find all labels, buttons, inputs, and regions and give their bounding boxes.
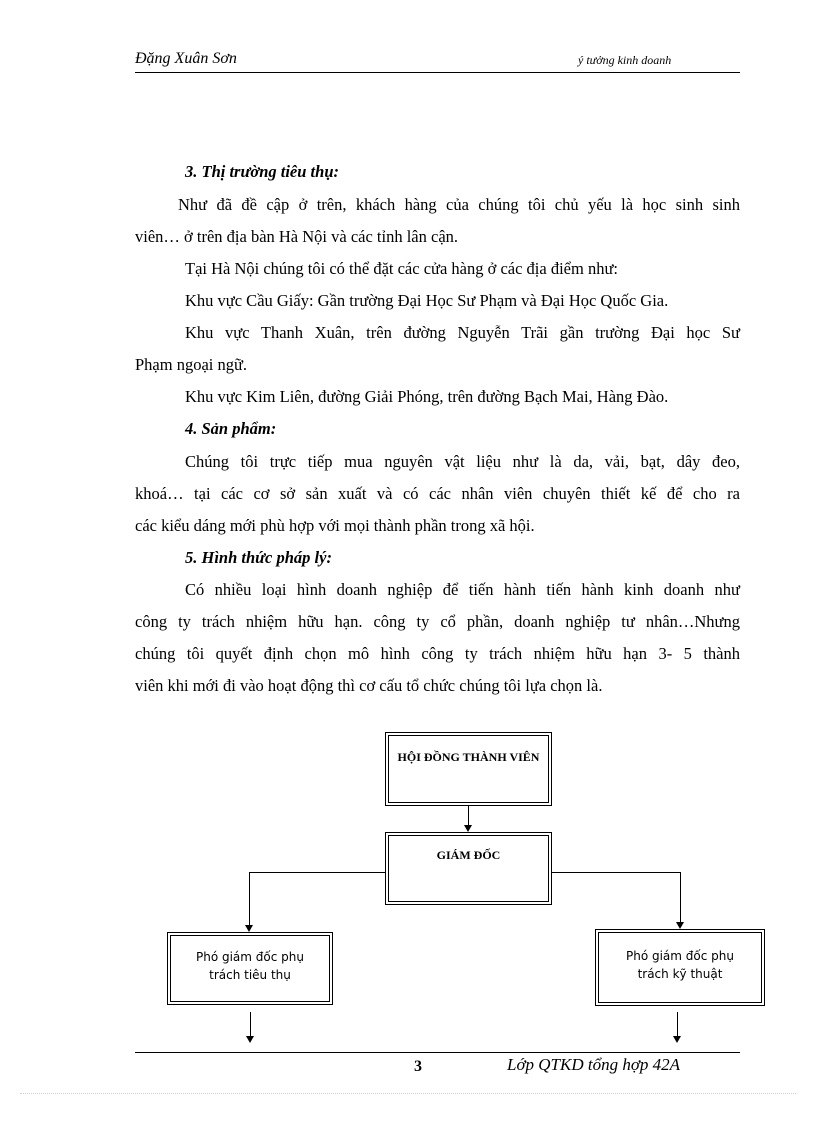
paragraph-line: khoá… tại các cơ sở sản xuất và có các nhân viên chuyên thiết kế để cho ra xyxy=(135,484,740,503)
paragraph-line: Khu vực Thanh Xuân, trên đường Nguyễn Trãi gần trường Đại học Sư xyxy=(185,323,740,342)
connector-line xyxy=(249,872,385,873)
org-box-board xyxy=(385,732,552,806)
paragraph-line: chúng tôi quyết định chọn mô hình công ty trách nhiệm hữu hạn 3- 5 thành xyxy=(135,644,740,663)
org-label-deputy-sales: Phó giám đốc phụ trách tiêu thụ xyxy=(195,950,304,982)
footer-divider xyxy=(135,1052,740,1053)
paragraph-line: Khu vực Kim Liên, đường Giải Phóng, trên đường Bạch Mai, Hàng Đào. xyxy=(185,387,669,406)
connector-line xyxy=(680,872,681,922)
connector-line xyxy=(552,872,680,873)
org-label-director: GIÁM ĐỐC xyxy=(436,848,501,862)
paragraph-line: các kiểu dáng mới phù hợp với mọi thành phần trong xã hội. xyxy=(135,516,535,535)
paragraph-line: Chúng tôi trực tiếp mua nguyên vật liệu như là da, vải, bạt, dây đeo, xyxy=(185,452,740,471)
org-box-director xyxy=(385,832,552,905)
connector-line xyxy=(677,1012,678,1036)
header-divider xyxy=(135,72,740,73)
paragraph-line: Khu vực Cầu Giấy: Gần trường Đại Học Sư Phạm và Đại Học Quốc Gia. xyxy=(185,291,669,310)
arrow-down-icon xyxy=(464,825,472,832)
section-heading-legal: 5. Hình thức pháp lý: xyxy=(185,548,332,567)
org-label-board: HỘI ĐỒNG THÀNH VIÊN xyxy=(397,750,540,764)
org-box-deputy-tech xyxy=(595,929,765,1006)
paragraph-line: Tại Hà Nội chúng tôi có thể đặt các cửa hàng ở các địa điểm như: xyxy=(185,259,618,278)
header-author: Đặng Xuân Sơn xyxy=(135,50,237,67)
paragraph-line: Phạm ngoại ngữ. xyxy=(135,355,248,374)
page-bottom-border xyxy=(20,1093,796,1094)
org-box-deputy-sales xyxy=(167,932,333,1005)
section-heading-market: 3. Thị trường tiêu thụ: xyxy=(185,162,339,181)
connector-line xyxy=(468,806,469,825)
paragraph-line: Có nhiều loại hình doanh nghiệp để tiến hành tiến hành kinh doanh như xyxy=(185,580,740,599)
connector-line xyxy=(250,1012,251,1036)
paragraph-line: viên… ở trên địa bàn Hà Nội và các tỉnh lân cận. xyxy=(135,227,459,246)
arrow-down-icon xyxy=(245,925,253,932)
section-heading-product: 4. Sản phẩm: xyxy=(185,419,277,438)
arrow-down-icon xyxy=(673,1036,681,1043)
header-topic: ý tưởng kinh doanh xyxy=(578,53,672,67)
footer-class-name: Lớp QTKD tổng hợp 42A xyxy=(507,1055,681,1074)
paragraph-line: viên khi mới đi vào hoạt động thì cơ cấu tổ chức chúng tôi lựa chọn là. xyxy=(135,676,603,695)
org-label-deputy-tech: Phó giám đốc phụ trách kỹ thuật xyxy=(625,949,734,981)
paragraph-line: công ty trách nhiệm hữu hạn. công ty cổ phần, doanh nghiệp tư nhân…Nhưng xyxy=(135,612,740,631)
connector-line xyxy=(249,872,250,925)
page-number: 3 xyxy=(414,1058,422,1075)
paragraph-line: Như đã đề cập ở trên, khách hàng của chúng tôi chủ yếu là học sinh sinh xyxy=(178,195,740,214)
arrow-down-icon xyxy=(246,1036,254,1043)
arrow-down-icon xyxy=(676,922,684,929)
